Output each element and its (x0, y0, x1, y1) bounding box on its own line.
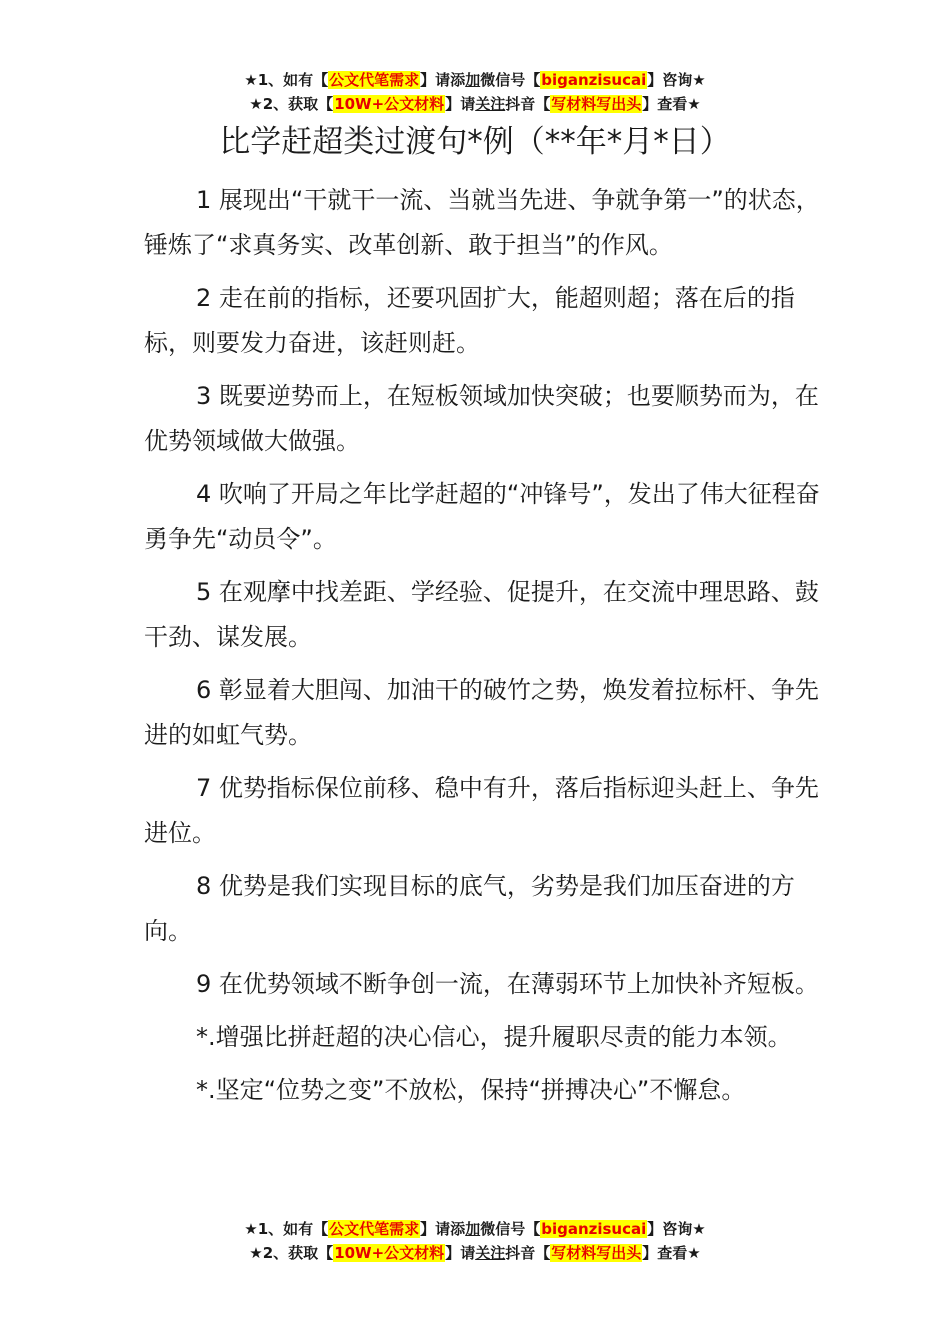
banner-text: 】咨询★ (647, 71, 706, 89)
banner-line-1 (0, 68, 950, 92)
paragraph: 6 彰显着大胆闯、加油干的破竹之势，焕发着拉标杆、争先进的如虹气势。 (144, 676, 819, 749)
paragraph: 4 吹响了开局之年比学赶超的“冲锋号”，发出了伟大征程奋勇争先“动员令”。 (144, 480, 820, 553)
banner-text: 】请 (445, 95, 476, 113)
banner-highlight: 写材料写出头 (551, 95, 642, 113)
banner-highlight: 公文代笔需求 (329, 1220, 420, 1238)
banner-text: ★1、如有【 (244, 71, 329, 89)
banner-text: ★1、如有【 (244, 1220, 329, 1238)
banner-line-2 (0, 1241, 950, 1265)
banner-text: 】请添 (420, 1220, 466, 1238)
banner-text: 】请 (445, 1244, 476, 1262)
banner-underline: 加 (465, 71, 481, 89)
paragraph: 7 优势指标保位前移、稳中有升，落后指标迎头赶上、争先进位。 (144, 774, 819, 847)
banner-highlight: 10W+公文材料 (334, 95, 445, 113)
banner-underline: 加 (465, 1220, 481, 1238)
paragraph: 2 走在前的指标，还要巩固扩大，能超则超；落在后的指标，则要发力奋进，该赶则赶。 (144, 284, 795, 357)
banner-text: 微信号【 (480, 71, 541, 89)
banner-text: 】请添 (420, 71, 466, 89)
banner-text: ★2、获取【 (249, 95, 334, 113)
banner-highlight: 写材料写出头 (551, 1244, 642, 1262)
banner-text: 微信号【 (480, 1220, 541, 1238)
banner-text: 抖音【 (505, 95, 551, 113)
banner-highlight: biganzisucai (541, 1220, 647, 1238)
paragraph: *.增强比拼赶超的决心信心，提升履职尽责的能力本领。 (196, 1023, 792, 1051)
footer-banner (0, 1217, 950, 1265)
banner-line-1 (0, 1217, 950, 1241)
banner-highlight: 10W+公文材料 (334, 1244, 445, 1262)
paragraph: 3 既要逆势而上，在短板领域加快突破；也要顺势而为，在优势领域做大做强。 (144, 382, 819, 455)
paragraph: 9 在优势领域不断争创一流，在薄弱环节上加快补齐短板。 (196, 970, 819, 998)
banner-line-2 (0, 92, 950, 116)
banner-text: 】查看★ (642, 95, 701, 113)
paragraph: 8 优势是我们实现目标的底气，劣势是我们加压奋进的方向。 (144, 872, 795, 945)
banner-underline: 关注 (475, 95, 506, 113)
paragraph: *.坚定“位势之变”不放松，保持“拼搏决心”不懈怠。 (196, 1076, 746, 1104)
banner-underline: 关注 (475, 1244, 506, 1262)
document-body (144, 178, 824, 1121)
banner-highlight: 公文代笔需求 (329, 71, 420, 89)
banner-highlight: biganzisucai (541, 71, 647, 89)
banner-text: 】查看★ (642, 1244, 701, 1262)
banner-text: 抖音【 (505, 1244, 551, 1262)
paragraph: 5 在观摩中找差距、学经验、促提升，在交流中理思路、鼓干劲、谋发展。 (144, 578, 819, 651)
banner-text: ★2、获取【 (249, 1244, 334, 1262)
banner-text: 】咨询★ (647, 1220, 706, 1238)
header-banner (0, 68, 950, 116)
paragraph: 1 展现出“干就干一流、当就当先进、争就争第一”的状态，锤炼了“求真务实、改革创新、敢于担当”的作风。 (144, 186, 820, 259)
document-title: 比学赶超类过渡句*例（**年*月*日） (219, 124, 731, 160)
